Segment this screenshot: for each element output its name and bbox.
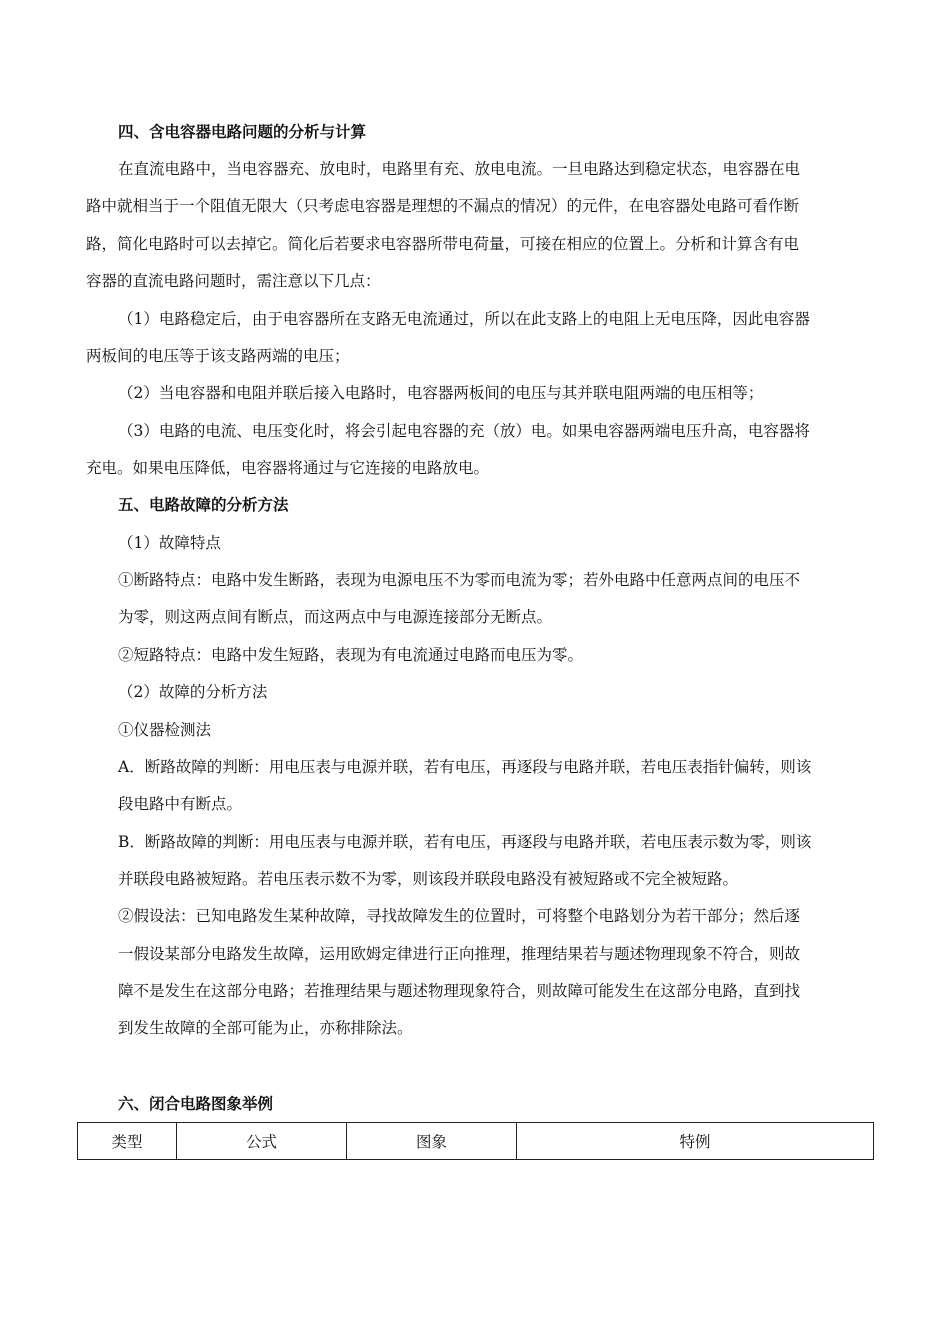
assume-method-line: 一假设某部分电路发生故障，运用欧姆定律进行正向推理，推理结果若与题述物理现象不符合，则故	[118, 945, 801, 963]
table-header-row	[78, 1123, 874, 1160]
assume-method-line: ②假设法：已知电路发生某种故障，寻找故障发生的位置时，可将整个电路划分为若干部分；然后逐	[118, 907, 801, 925]
item-a-line-cont: 段电路中有断点。	[118, 795, 243, 813]
list-item-1: （1）电路稳定后，由于电容器所在支路无电流通过，所以在此支路上的电阻上无电压降，因此电容器	[118, 310, 810, 328]
section-6-heading: 六、闭合电路图象举例	[118, 1094, 274, 1113]
table-header-type: 类型	[78, 1123, 177, 1160]
assume-method-line: 障不是发生在这部分电路；若推理结果与题述物理现象符合，则故障可能发生在这部分电路，直到找	[118, 982, 801, 1000]
paragraph-line: 在直流电路中，当电容器充、放电时，电路里有充、放电电流。一旦电路达到稳定状态，电容器在电	[118, 160, 801, 178]
list-item-2: （2）当电容器和电阻并联后接入电路时，电容器两板间的电压与其并联电阻两端的电压相等；	[118, 384, 764, 402]
paragraph-line: 容器的直流电路问题时，需注意以下几点：	[86, 272, 381, 290]
circuit-graph-table	[77, 1122, 874, 1160]
subheading-fault-features: （1）故障特点	[118, 534, 221, 552]
list-item-3: （3）电路的电流、电压变化时，将会引起电容器的充（放）电。如果电容器两端电压升高，电容器将	[118, 422, 810, 440]
table-header-graph: 图象	[347, 1123, 517, 1160]
open-circuit-line-cont: 为零，则这两点间有断点，而这两点中与电源连接部分无断点。	[118, 608, 553, 626]
instrument-method: ①仪器检测法	[118, 721, 212, 739]
assume-method-line: 到发生故障的全部可能为止，亦称排除法。	[118, 1019, 413, 1037]
list-item-3-cont: 充电。如果电压降低，电容器将通过与它连接的电路放电。	[86, 459, 490, 477]
table-header-example: 特例	[517, 1123, 874, 1160]
item-b-line: B．断路故障的判断：用电压表与电源并联，若有电压，再逐段与电路并联，若电压表示数为零，则该	[118, 833, 812, 851]
section-5-heading: 五、电路故障的分析方法	[118, 495, 289, 514]
list-item-1-cont: 两板间的电压等于该支路两端的电压；	[86, 347, 350, 365]
subheading-analysis-method: （2）故障的分析方法	[118, 683, 268, 701]
paragraph-line: 路，简化电路时可以去掉它。简化后若要求电容器所带电荷量，可接在相应的位置上。分析和计算含有电	[86, 235, 800, 253]
section-4-heading: 四、含电容器电路问题的分析与计算	[118, 122, 367, 141]
item-b-line-cont: 并联段电路被短路。若电压表示数不为零，则该段并联段电路没有被短路或不完全被短路。	[118, 870, 739, 888]
item-a-line: A．断路故障的判断：用电压表与电源并联，若有电压，再逐段与电路并联，若电压表指针偏转，则该	[118, 758, 812, 776]
paragraph-line: 路中就相当于一个阻值无限大（只考虑电容器是理想的不漏点的情况）的元件，在电容器处电路可看作断	[86, 197, 800, 215]
table-header-formula: 公式	[177, 1123, 347, 1160]
short-circuit-line: ②短路特点：电路中发生短路，表现为有电流通过电路而电压为零。	[118, 646, 584, 664]
open-circuit-line: ①断路特点：电路中发生断路，表现为电源电压不为零而电流为零；若外电路中任意两点间的电压不	[118, 571, 801, 589]
